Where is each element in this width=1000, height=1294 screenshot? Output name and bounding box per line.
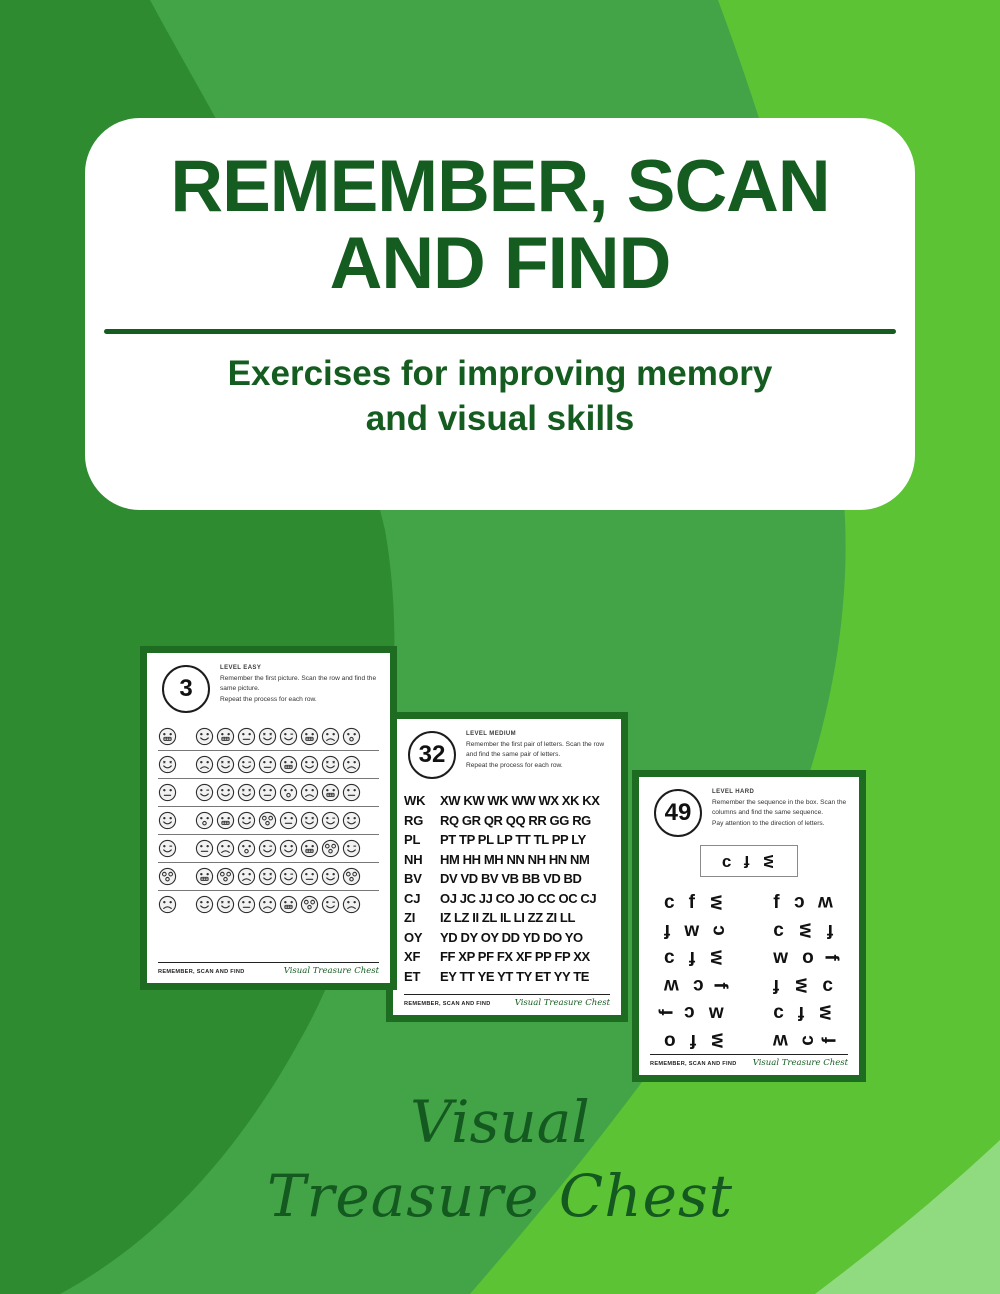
rotated-letter-f: f: [689, 1029, 696, 1051]
face-icon: [321, 811, 340, 830]
letter-pair-row: [404, 928, 610, 948]
face-icon: [237, 783, 256, 802]
rotated-letter-w: w: [818, 892, 833, 914]
rotated-letter-f: f: [826, 919, 833, 941]
rotated-letter-f: f: [820, 954, 842, 961]
pair-target: WK: [404, 793, 426, 809]
level-number-badge: 49: [654, 789, 702, 837]
face-row: [158, 891, 379, 918]
card-footer: [650, 1054, 848, 1068]
rotated-letter-w: w: [790, 977, 812, 993]
face-icon: [342, 895, 361, 914]
level-label: LEVEL HARD: [712, 789, 755, 795]
rotated-letter-f: f: [744, 851, 750, 871]
letter-pair-row: [404, 908, 610, 928]
glyph-column: [656, 889, 732, 1054]
instruction-line: Repeat the process for each row.: [220, 696, 317, 704]
face-icon: [321, 755, 340, 774]
face-icon: [300, 783, 319, 802]
footer-book-title: REMEMBER, SCAN AND FIND: [404, 1001, 491, 1007]
pair-target: PL: [404, 832, 421, 848]
rotated-letter-f: f: [664, 919, 671, 941]
glyph-sequence-row: [664, 944, 725, 972]
face-icon: [195, 895, 214, 914]
face-icon: [300, 895, 319, 914]
worksheet-card-medium: [386, 712, 628, 1022]
instruction-line: Remember the first picture. Scan the row and find the same picture.: [220, 675, 377, 692]
letter-pair-row: [404, 967, 610, 987]
footer-brand-script: Visual Treasure Chest: [752, 1058, 848, 1068]
rotated-letter-w: w: [706, 1032, 728, 1048]
face-icon: [342, 839, 361, 858]
rotated-letter-f: f: [797, 1002, 805, 1024]
face-icon: [195, 811, 214, 830]
glyph-sequence-row: [773, 999, 837, 1027]
level-label: LEVEL MEDIUM: [466, 731, 517, 737]
worksheet-hard-inner: [639, 777, 859, 1075]
rotated-letter-c: c: [684, 1002, 695, 1024]
letter-pair-row: [404, 791, 610, 811]
glyph-sequence-row: [664, 889, 725, 917]
instruction-line: Pay attention to the direction of letters.: [712, 820, 825, 828]
face-icon: [195, 839, 214, 858]
face-icon: [216, 727, 235, 746]
face-icon: [216, 895, 235, 914]
level-number-badge: 3: [162, 665, 210, 713]
glyph-grid: [650, 877, 848, 1054]
target-face-icon: [158, 727, 177, 746]
rotated-letter-c: c: [692, 974, 704, 996]
pair-sequence: IZ LZ II ZL IL LI ZZ ZI LL: [440, 910, 575, 926]
rotated-letter-c: c: [822, 974, 833, 996]
worksheet-card-hard: [632, 770, 866, 1082]
letter-pair-row: [404, 811, 610, 831]
face-icon: [321, 783, 340, 802]
worksheet-easy-header: [158, 663, 379, 713]
pair-sequence: RQ GR QR QQ RR GG RG: [440, 812, 591, 828]
rotated-letter-c: c: [773, 1002, 784, 1024]
glyph-sequence-row: [664, 972, 732, 1000]
rotated-letter-w: w: [773, 947, 789, 969]
pair-sequence: EY TT YE YT TY ET YY TE: [440, 968, 590, 984]
rotated-letter-w: w: [760, 854, 780, 868]
face-icon: [321, 727, 340, 746]
face-icon: [321, 895, 340, 914]
rotated-letter-c: c: [664, 947, 675, 969]
glyph-sequence-row: [773, 889, 834, 917]
title-line-1: REMEMBER, SCAN: [170, 146, 830, 227]
faces-grid: [158, 723, 379, 918]
instructions: [220, 674, 379, 705]
pair-sequence: YD DY OY DD YD DO YO: [440, 929, 583, 945]
target-face-icon: [158, 839, 177, 858]
worksheet-card-easy: [140, 646, 397, 990]
rotated-letter-w: w: [664, 974, 679, 996]
glyph-column: [773, 889, 842, 1054]
face-icon: [195, 727, 214, 746]
rotated-letter-c: c: [707, 924, 729, 936]
face-icon: [237, 839, 256, 858]
subtitle-line-1: Exercises for improving memory: [227, 353, 773, 393]
card-footer: [404, 994, 610, 1008]
face-icon: [195, 783, 214, 802]
letter-pair-row: [404, 947, 610, 967]
rotated-letter-w: w: [794, 922, 816, 938]
glyph-sequence-row: [773, 944, 842, 972]
worksheet-medium-head-text: [466, 729, 610, 773]
face-icon: [300, 755, 319, 774]
pairs-grid: [404, 791, 610, 986]
face-icon: [279, 839, 298, 858]
rotated-letter-w: w: [684, 919, 700, 941]
face-icon: [258, 755, 277, 774]
rotated-letter-f: f: [710, 982, 732, 989]
rotated-letter-f: f: [688, 947, 695, 969]
face-icon: [342, 727, 361, 746]
target-face-icon: [158, 811, 177, 830]
pair-target: CJ: [404, 890, 421, 906]
face-icon: [279, 783, 298, 802]
footer-brand-script: Visual Treasure Chest: [514, 998, 610, 1008]
face-icon: [216, 755, 235, 774]
letter-pair-row: [404, 889, 610, 909]
rotated-letter-f: f: [773, 892, 780, 914]
face-icon: [258, 839, 277, 858]
footer-book-title: REMEMBER, SCAN AND FIND: [650, 1061, 737, 1067]
level-number-badge: 32: [408, 731, 456, 779]
face-icon: [258, 783, 277, 802]
worksheet-hard-header: [650, 787, 848, 837]
instruction-line: Remember the first pair of letters. Scan the row and find the same pair of letters.: [466, 741, 605, 758]
book-subtitle: [85, 352, 915, 442]
rotated-letter-w: w: [815, 1005, 837, 1021]
face-icon: [237, 811, 256, 830]
face-icon: [279, 755, 298, 774]
rotated-letter-c: c: [796, 1034, 818, 1046]
footer-book-title: REMEMBER, SCAN AND FIND: [158, 969, 245, 975]
rotated-letter-o: o: [802, 947, 814, 969]
instruction-line: Repeat the process for each row.: [466, 762, 563, 770]
face-icon: [258, 727, 277, 746]
pair-target: NH: [404, 851, 423, 867]
face-icon: [216, 867, 235, 886]
target-face-icon: [158, 755, 177, 774]
face-icon: [195, 867, 214, 886]
face-row: [158, 835, 379, 863]
title-line-2: AND FIND: [329, 223, 671, 305]
worksheet-medium-inner: [393, 719, 621, 1015]
target-face-icon: [158, 867, 177, 886]
rotated-letter-f: f: [773, 974, 780, 996]
face-icon: [237, 867, 256, 886]
title-card: [85, 118, 915, 510]
face-icon: [195, 755, 214, 774]
face-row: [158, 807, 379, 835]
glyph-sequence-row: [656, 999, 725, 1027]
pair-target: ET: [404, 968, 421, 984]
face-row: [158, 723, 379, 751]
subtitle-line-2: and visual skills: [365, 398, 635, 438]
pair-target: ZI: [404, 910, 416, 926]
face-icon: [300, 867, 319, 886]
face-icon: [342, 811, 361, 830]
pair-sequence: DV VD BV VB BB VD BD: [440, 871, 582, 887]
face-icon: [258, 867, 277, 886]
face-icon: [279, 895, 298, 914]
face-icon: [300, 727, 319, 746]
face-icon: [258, 895, 277, 914]
face-icon: [342, 783, 361, 802]
pair-sequence: FF XP PF FX XF PP FP XX: [440, 949, 590, 965]
face-icon: [321, 839, 340, 858]
worksheet-easy-head-text: [220, 663, 379, 707]
glyph-sequence-row: [773, 972, 834, 1000]
glyph-sequence-row: [664, 917, 729, 945]
face-icon: [237, 895, 256, 914]
footer-brand-script: Visual Treasure Chest: [283, 966, 379, 976]
glyph-sequence-row: [664, 1027, 728, 1055]
face-icon: [321, 867, 340, 886]
rotated-letter-w: w: [708, 1002, 724, 1024]
pair-target: OY: [404, 929, 423, 945]
face-icon: [279, 867, 298, 886]
worksheet-medium-header: [404, 729, 610, 779]
book-title: [85, 148, 915, 303]
target-face-icon: [158, 783, 177, 802]
rotated-letter-c: c: [721, 851, 732, 871]
rotated-letter-f: f: [656, 1009, 678, 1016]
glyph-sequence-row: [773, 1027, 841, 1055]
letter-pair-row: [404, 850, 610, 870]
rotated-letter-w: w: [705, 895, 727, 911]
face-icon: [279, 811, 298, 830]
face-icon: [237, 727, 256, 746]
pair-sequence: HM HH MH NN NH HN NM: [440, 851, 590, 867]
worksheet-easy-inner: [147, 653, 390, 983]
pair-sequence: OJ JC JJ CO JO CC OC CJ: [440, 890, 597, 906]
instruction-line: Remember the sequence in the box. Scan the columns and find the same sequence.: [712, 799, 847, 816]
rotated-letter-c: c: [773, 919, 784, 941]
glyph-sequence-row: [773, 917, 834, 945]
pair-sequence: XW KW WK WW WX XK KX: [440, 793, 600, 809]
face-icon: [300, 811, 319, 830]
level-label: LEVEL EASY: [220, 665, 262, 671]
pair-target: XF: [404, 949, 421, 965]
face-icon: [258, 811, 277, 830]
instructions: [466, 740, 610, 771]
face-icon: [237, 755, 256, 774]
pair-target: BV: [404, 871, 422, 887]
face-icon: [279, 727, 298, 746]
rotated-letter-w: w: [773, 1029, 789, 1051]
face-row: [158, 779, 379, 807]
brand-wordmark-line-2: Treasure Chest: [266, 1162, 734, 1230]
pair-target: RG: [404, 812, 424, 828]
rotated-letter-o: o: [664, 1029, 676, 1051]
face-row: [158, 863, 379, 891]
letter-pair-row: [404, 869, 610, 889]
rotated-letter-w: w: [705, 950, 727, 966]
instructions: [712, 798, 848, 829]
face-icon: [300, 839, 319, 858]
rotated-letter-c: c: [664, 892, 675, 914]
target-sequence-box: [700, 845, 798, 877]
face-icon: [216, 783, 235, 802]
letter-pair-row: [404, 830, 610, 850]
rotated-letter-c: c: [793, 892, 805, 914]
rotated-letter-f: f: [819, 1037, 841, 1044]
card-footer: [158, 962, 379, 976]
worksheet-hard-head-text: [712, 787, 848, 831]
face-row: [158, 751, 379, 779]
face-icon: [342, 867, 361, 886]
brand-wordmark-line-1: Visual: [410, 1088, 590, 1156]
face-icon: [216, 839, 235, 858]
pair-sequence: PT TP PL LP TT TL PP LY: [440, 832, 586, 848]
title-divider: [104, 329, 896, 334]
face-icon: [342, 755, 361, 774]
face-icon: [216, 811, 235, 830]
rotated-letter-f: f: [688, 892, 695, 914]
target-face-icon: [158, 895, 177, 914]
